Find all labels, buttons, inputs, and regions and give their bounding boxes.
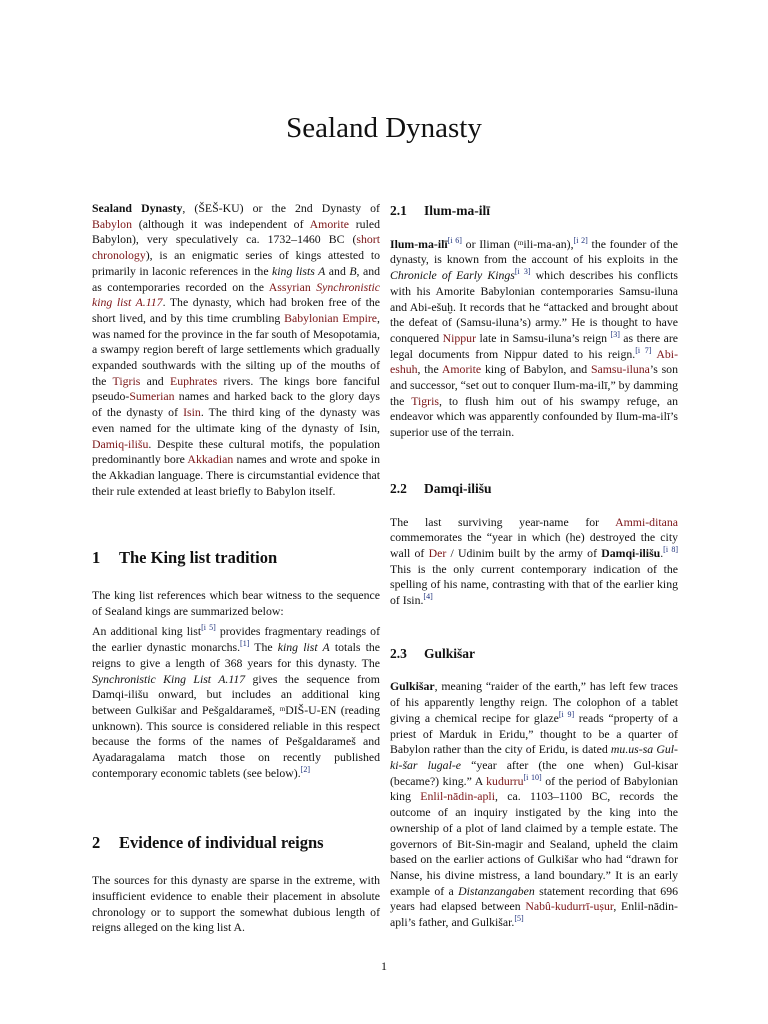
sub21-paragraph: Ilum-ma-ilī[i 6] or Iliman (ᵐili-ma-an),[i 2] the founder of the dynasty, is known from the account of his exploits in the Chronicle of Early Kings[i 3] which describes his conflicts with his Amorite Babylonian contemporaries Samsu-iluna and Abi-ešuḫ. It records that he “attacked and brought about the defeat of (Samsu-iluna’s) army.” He is thought to have conquered Nippur late in Samsu-iluna’s reign [3] as there are legal documents from Nippur dated to his reign.[i 7] Abi-eshuh, the Amorite king of Babylon, and Samsu-iluna’s son and successor, “set out to conquer Ilum-ma-ilī,” by damming the Tigris, to flush him out of his swampy refuge, an endeavor which was apparently confounded by Ilum-ma-ilī’s superior use of the terrain.: [390, 235, 679, 440]
left-column: [92, 201, 380, 941]
sec1-paragraph-2: An additional king list[i 5] provides fragmentary readings of the earlier dynastic monarchs.[1] The king list A totals the reigns to give a length of 368 years for this dynasty. The Synchronistic King List A.117 gives the sequence from Damqi-ilišu onward, but includes an additional king between Gulkišar and Pešgaldarameš, ᵐDIŠ-U-EN (reading unknown). This source is considered reliable in this respect because the forms of the names of Pešgaldarameš and Ayadaragalama match those on recently published contemporary economic tablets (see below).[2]: [92, 623, 381, 780]
link-amorite[interactable]: Amorite: [309, 216, 349, 231]
article-name: Sealand Dynasty: [92, 201, 183, 215]
link-tigris[interactable]: Tigris: [112, 373, 141, 388]
link-isin[interactable]: Isin: [183, 405, 201, 420]
ref-5[interactable]: [5]: [514, 914, 524, 924]
link-short-chronology[interactable]: short chronology: [92, 232, 380, 263]
link-nippur[interactable]: Nippur: [442, 330, 476, 345]
link-enlil-nadin-apli[interactable]: Enlil-nādin-apli: [420, 789, 495, 804]
ref-4[interactable]: [4]: [423, 592, 433, 602]
link-sumerian[interactable]: Sumerian: [129, 389, 175, 404]
subsection-heading-2-3: 2.3 Gulkišar: [390, 645, 476, 661]
link-abi-eshuh[interactable]: Abi-eshuh: [390, 346, 678, 377]
ref-1[interactable]: [1]: [240, 639, 250, 649]
link-synchronistic-king-list[interactable]: Synchronistic king list A.117: [92, 279, 380, 310]
link-samsu-iluna[interactable]: Samsu-iluna: [590, 362, 650, 377]
ref-2[interactable]: [2]: [300, 764, 310, 774]
sub22-paragraph: The last surviving year-name for Ammi-ditana commemorates the “year in which (he) destroyed the city wall of Der / Udinim built by the army of Damqi-ilišu.[i 8] This is the only current contemporary indication of the spelling of his name, contrasting with that of the earlier king of Isin.[4]: [390, 514, 678, 608]
link-akkadian[interactable]: Akkadian: [187, 452, 234, 467]
sec2-paragraph-1: The sources for this dynasty are sparse in the extreme, with insufficient evidence to enable their placement in absolute chronology or to support the somewhat dubious length of reigns alleged on the king list A.: [92, 873, 380, 935]
ref-i10[interactable]: [i 10]: [523, 772, 542, 782]
ref-i3[interactable]: [i 3]: [514, 267, 531, 277]
link-tigris-2[interactable]: Tigris: [411, 393, 439, 408]
link-assyrian[interactable]: Assyrian: [268, 279, 311, 294]
link-ammi-ditana[interactable]: Ammi-ditana: [615, 514, 678, 529]
sec1-paragraph-1: The king list references which bear witness to the sequence of Sealand kings are summarized below:: [92, 588, 380, 618]
ref-3[interactable]: [3]: [610, 330, 620, 339]
subsection-heading-2-1: 2.1 Ilum-ma-ilī: [390, 203, 490, 218]
ref-i7[interactable]: [i 7]: [635, 345, 652, 355]
king-lists-text: king lists A: [272, 263, 326, 278]
ref-i5[interactable]: [i 5]: [201, 623, 216, 633]
subsection-heading-2-2: 2.2 Damqi-ilišu: [390, 480, 492, 496]
link-babylon[interactable]: Babylon: [92, 216, 132, 231]
section-heading-1: 1 The King list tradition: [92, 548, 278, 568]
link-damiq-ilisu[interactable]: Damiq-ilišu: [92, 436, 149, 451]
page-number: 1: [381, 959, 387, 973]
intro-paragraph: Sealand Dynasty, (ŠEŠ-KU) or the 2nd Dynasty of Babylon (although it was independent of Amorite ruled Babylon), very speculatively ca. 1732–1460 BC (short chronology), is an enigmatic series of kings attested to primarily in laconic references in the king lists A and B, and as contemporaries recorded on the Assyrian Synchronistic king list A.117. The dynasty, which had broken free of the short lived, and by this time crumbling Babylonian Empire, was named for the province in the far south of Mesopotamia, a swampy region bereft of large settlements which gradually expanded southwards with the silting up of the mouths of the Tigris and Euphrates rivers. The kings bore fanciful pseudo-Sumerian names and harked back to the glory days of the dynasty of Isin. The third king of the dynasty was even named for the ultimate king of the dynasty of Isin, Damiq-ilišu. Despite these cultural motifs, the population predominantly bore Akkadian names and wrote and spoke in the Akkadian language. There is circumstantial evidence that their rule extended at least briefly to Babylon itself.: [92, 201, 381, 498]
link-der[interactable]: Der: [428, 545, 447, 560]
ref-i2[interactable]: [i 2]: [573, 235, 588, 245]
link-amorite-2[interactable]: Amorite: [441, 362, 482, 377]
ref-i8[interactable]: [i 8]: [663, 545, 678, 555]
section-heading-2: 2 Evidence of individual reigns: [92, 832, 324, 852]
ref-i9[interactable]: [i 9]: [558, 709, 575, 719]
link-nabu-kudurri-usur[interactable]: Nabû-kudurrī-uṣur: [525, 899, 614, 914]
ref-i6[interactable]: [i 6]: [447, 235, 462, 245]
link-kudurru[interactable]: kudurru: [486, 773, 524, 788]
page-title: Sealand Dynasty: [286, 112, 482, 144]
link-babylonian-empire[interactable]: Babylonian Empire: [284, 310, 378, 325]
sub23-paragraph: Gulkišar, meaning “raider of the earth,” has left few traces of his apparently lengthy reign. The colophon of a tablet giving a chemical recipe for glaze[i 9] reads “property of a priest of Marduk in Eridu,” thought to be a quarter of Babylon rather than the city of Eridu, is dated mu.us-sa Gul-ki-šar lugal-e “year after (the one when) Gul-kisar (became?) king.” A kudurru[i 10] of the period of Babylonian king Enlil-nādin-apli, ca. 1103–1100 BC, records the outcome of an inquiry instigated by the king into the ownership of a plot of land claimed by a temple estate. The governors of Bit-Sin-magir and Sealand, upheld the claim based on the earlier actions of Gulkišar who had “drawn for Nanse, his divine mistress, a land boundary.” It is an early example of a Distanzangaben statement recording that 696 years had elapsed between Nabû-kudurrī-uṣur, Enlil-nādin-apli’s father, and Gulkišar.[5]: [390, 679, 678, 930]
link-euphrates[interactable]: Euphrates: [170, 373, 218, 388]
right-column: [390, 203, 678, 936]
